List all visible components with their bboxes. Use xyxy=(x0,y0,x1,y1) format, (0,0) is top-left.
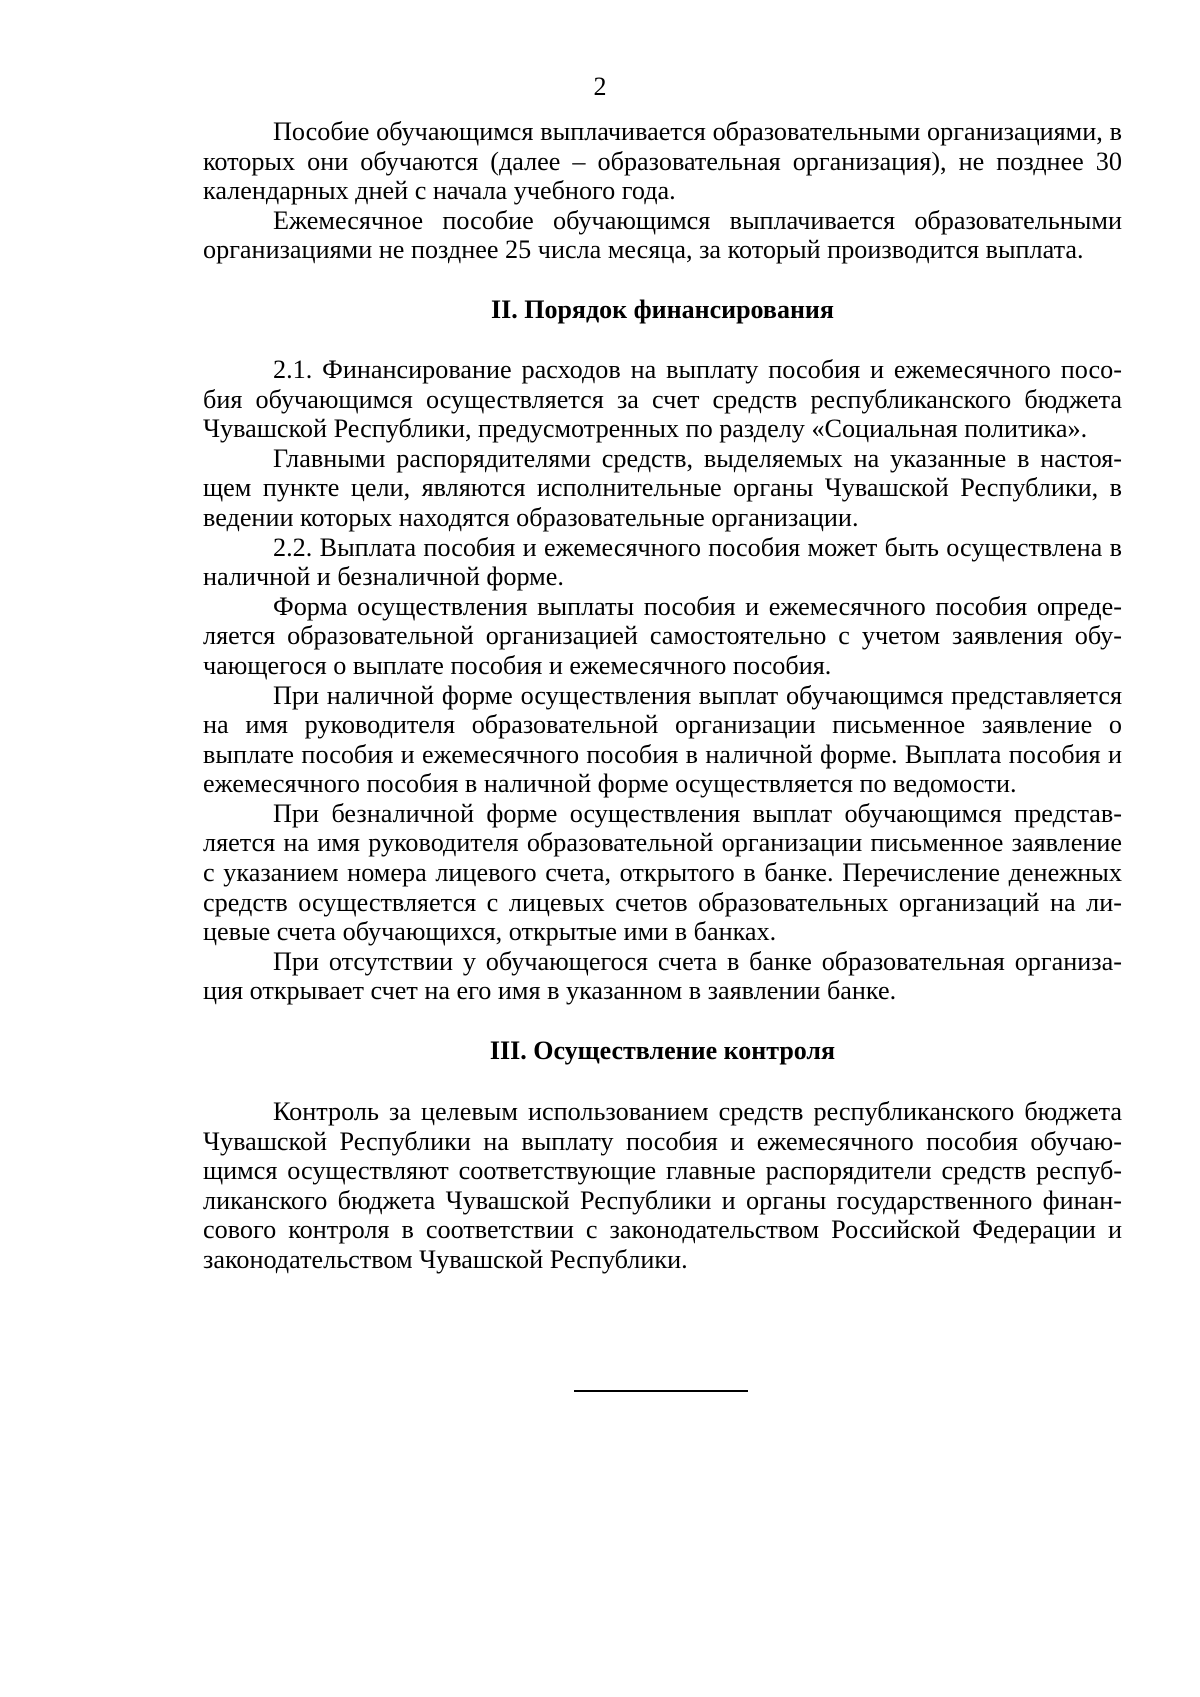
paragraph: При отсутствии у обучающегося счета в банке образовательная организация открывает счет на его имя в указанном в заявлении банке. xyxy=(203,946,1122,1006)
paragraph: Ежемесячное пособие обучающимся выплачивается образовательными организациями не позднее 25 числа месяца, за который производится выплата. xyxy=(203,205,1122,265)
paragraph: 2.2. Выплата пособия и ежемесячного пособия может быть осуществлена в наличной и безналичной форме. xyxy=(203,532,1122,592)
paragraph: Пособие обучающимся выплачивается образовательными организациями, в которых они обучаются (далее – образовательная организация), не позднее 30 календарных дней с начала учебного года. xyxy=(203,117,1122,206)
paragraph: 2.1. Финансирование расходов на выплату пособия и ежемесячного пособия обучающимся осуществляется за счет средств республиканского бюджета Чувашской Республики, предусмотренных по разделу «Социальная политика». xyxy=(203,354,1122,444)
paragraph: Форма осуществления выплаты пособия и ежемесячного пособия определяется образовательной организацией самостоятельно с учетом заявления обучающегося о выплате пособия и ежемесячного пособия. xyxy=(203,591,1122,680)
paragraph: Контроль за целевым использованием средств республиканского бюджета Чувашской Республики на выплату пособия и ежемесячного пособия обучающимся осуществляют соответствующие главные распорядители средств республиканского бюджета Чувашской Республики и органы государственного финансового контроля в соответствии с законодательством Российской Федерации и законодательством Чувашской Республики. xyxy=(203,1097,1122,1274)
paragraph: При безналичной форме осуществления выплат обучающимся представляется на имя руководителя образовательной организации письменное заявление с указанием номера лицевого счета, открытого в банке. Перечисление денежных средств осуществляется с лицевых счетов образовательных организаций на лицевые счета обучающихся, открытые ими в банках. xyxy=(203,798,1122,947)
paragraph: Главными распорядителями средств, выделяемых на указанные в настоящем пункте цели, являются исполнительные органы Чувашской Республики, в ведении которых находятся образовательные организации. xyxy=(203,443,1122,532)
section-heading: III. Осуществление контроля xyxy=(489,1036,836,1066)
document-body xyxy=(203,117,1122,1275)
paragraph: При наличной форме осуществления выплат обучающимся представляется на имя руководителя образовательной организации письменное заявление о выплате пособия и ежемесячного пособия в наличной форме. Выплата пособия и ежемесячного пособия в наличной форме осуществляется по ведомости. xyxy=(203,680,1122,799)
section-heading: II. Порядок финансирования xyxy=(491,294,834,324)
page-number: 2 xyxy=(593,72,607,101)
end-of-document-line xyxy=(574,1390,748,1392)
